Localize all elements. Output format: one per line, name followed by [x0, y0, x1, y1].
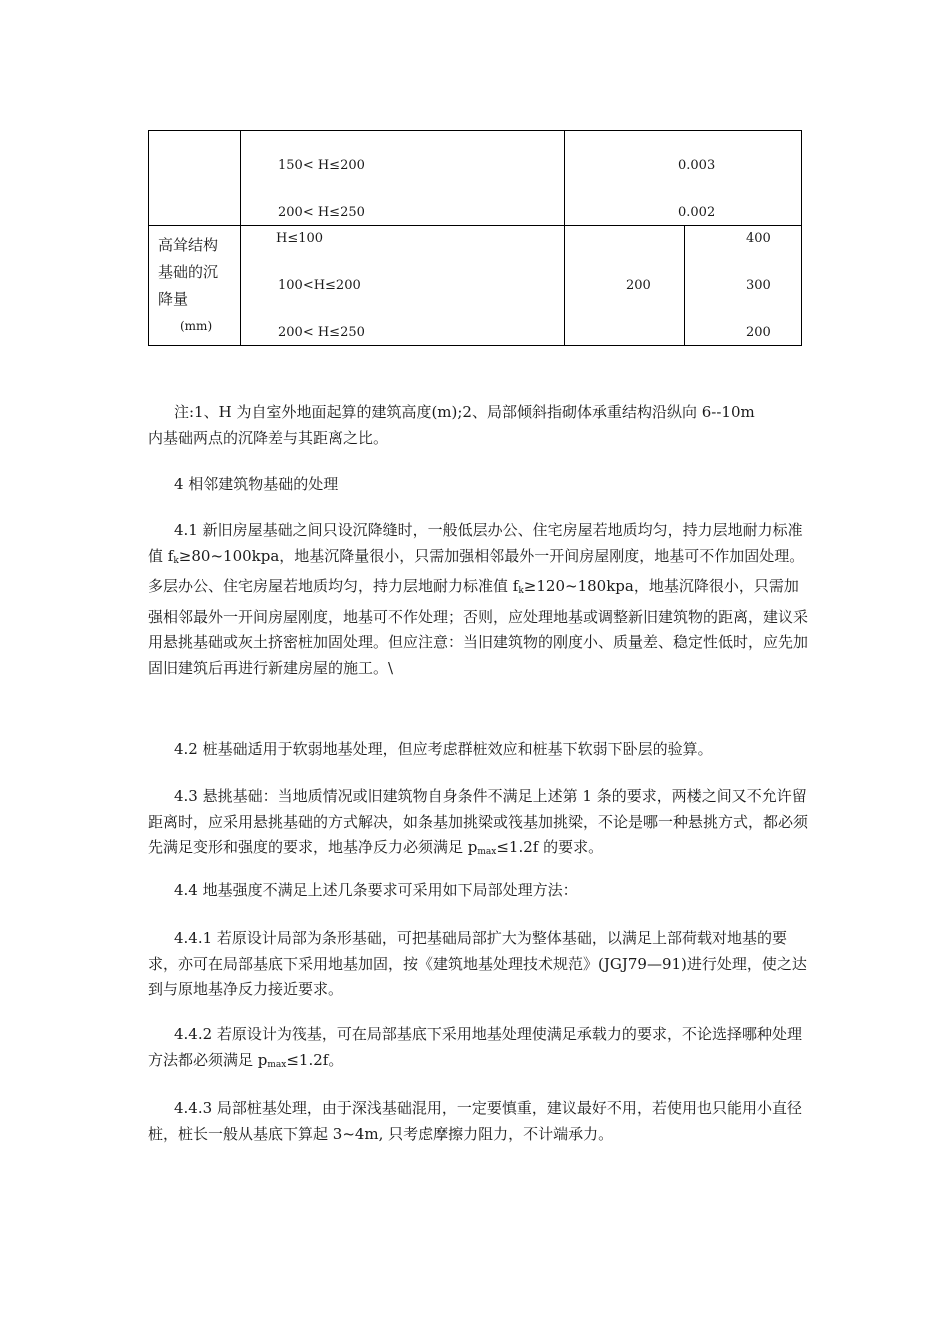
paragraph-4-4-2: 4.4.2 若原设计为筏基，可在局部基底下采用地基处理使满足承载力的要求，不论选择哪种处理方法都必须满足 $p_{max}\le 1.2f$。 [148, 1025, 802, 1070]
value-cell: 200 [746, 325, 771, 340]
range-cell: 150< H≤200 [278, 158, 365, 173]
section-heading: 4 相邻建筑物基础的处理 [174, 475, 339, 493]
table-note: 注:1、H 为自室外地面起算的建筑高度(m);2、局部倾斜指砌体承重结构沿纵向 6--10m 内基础两点的沉降差与其距离之比。 [148, 403, 755, 447]
merged-value-cell: 200 [626, 278, 651, 293]
range-cell: 200< H≤250 [278, 325, 365, 340]
deformation-table [148, 130, 802, 346]
paragraph-4-2: 4.2 桩基础适用于软弱地基处理，但应考虑群桩效应和桩基下软弱下卧层的验算。 [174, 740, 713, 758]
paragraph-4-4-1: 4.4.1 若原设计局部为条形基础，可把基础局部扩大为整体基础，以满足上部荷载对地基的要求，亦可在局部基底下采用地基加固，按《建筑地基处理技术规范》(JGJ79—91)进行处理，使之达到与原地基净反力接近要求。 [148, 929, 807, 998]
range-cell: 100<H≤200 [278, 278, 361, 293]
range-cell: 200< H≤250 [278, 205, 365, 220]
value-cell: 0.002 [678, 205, 716, 220]
value-cell: 300 [746, 278, 771, 293]
value-cell: 0.003 [678, 158, 716, 173]
paragraph-4-4: 4.4 地基强度不满足上述几条要求可采用如下局部处理方法： [174, 881, 578, 899]
row-label: 高耸结构 基础的沉 降量 (mm) [158, 236, 219, 333]
paragraph-4-4-3: 4.4.3 局部桩基处理，由于深浅基础混用，一定要慎重，建议最好不用，若使用也只能用小直径桩，桩长一般从基底下算起 3~4m, 只考虑摩擦力阻力，不计端承力。 [148, 1099, 802, 1143]
value-cell: 400 [746, 231, 771, 246]
paragraph-4-3: 4.3 悬挑基础：当地质情况或旧建筑物自身条件不满足上述第 1 条的要求，两楼之间又不允许留距离时，应采用悬挑基础的方式解决，如条基加挑梁或筏基加挑梁，不论是哪一种悬挑方式，都必须先满足变形和强度的要求，地基净反力必须满足 $p_{max}\le 1.2f$ 的要求。 [148, 787, 809, 857]
range-cell: H≤100 [276, 231, 324, 246]
paragraph-4-1: 4.1 新旧房屋基础之间只设沉降缝时，一般低层办公、住宅房屋若地质均匀，持力层地耐力标准值 $f_k\ge 80\sim 100kpa$，地基沉降量很小，只需加强相邻最外一开间房屋刚度，地基可不作加固处理。多层办公、住宅房屋若地质均匀，持力层地耐力标准值 $f_k\ge 120\sim 180kpa$，地基沉降很小，只需加强相邻最外一开间房屋刚度，地基可不作处理；否则，应处理地基或调整新旧建筑物的距离，建议采用悬挑基础或灰土挤密桩加固处理。但应注意：当旧建筑物的刚度小、质量差、稳定性低时，应先加固旧建筑后再进行新建房屋的施工。\ [148, 521, 809, 677]
